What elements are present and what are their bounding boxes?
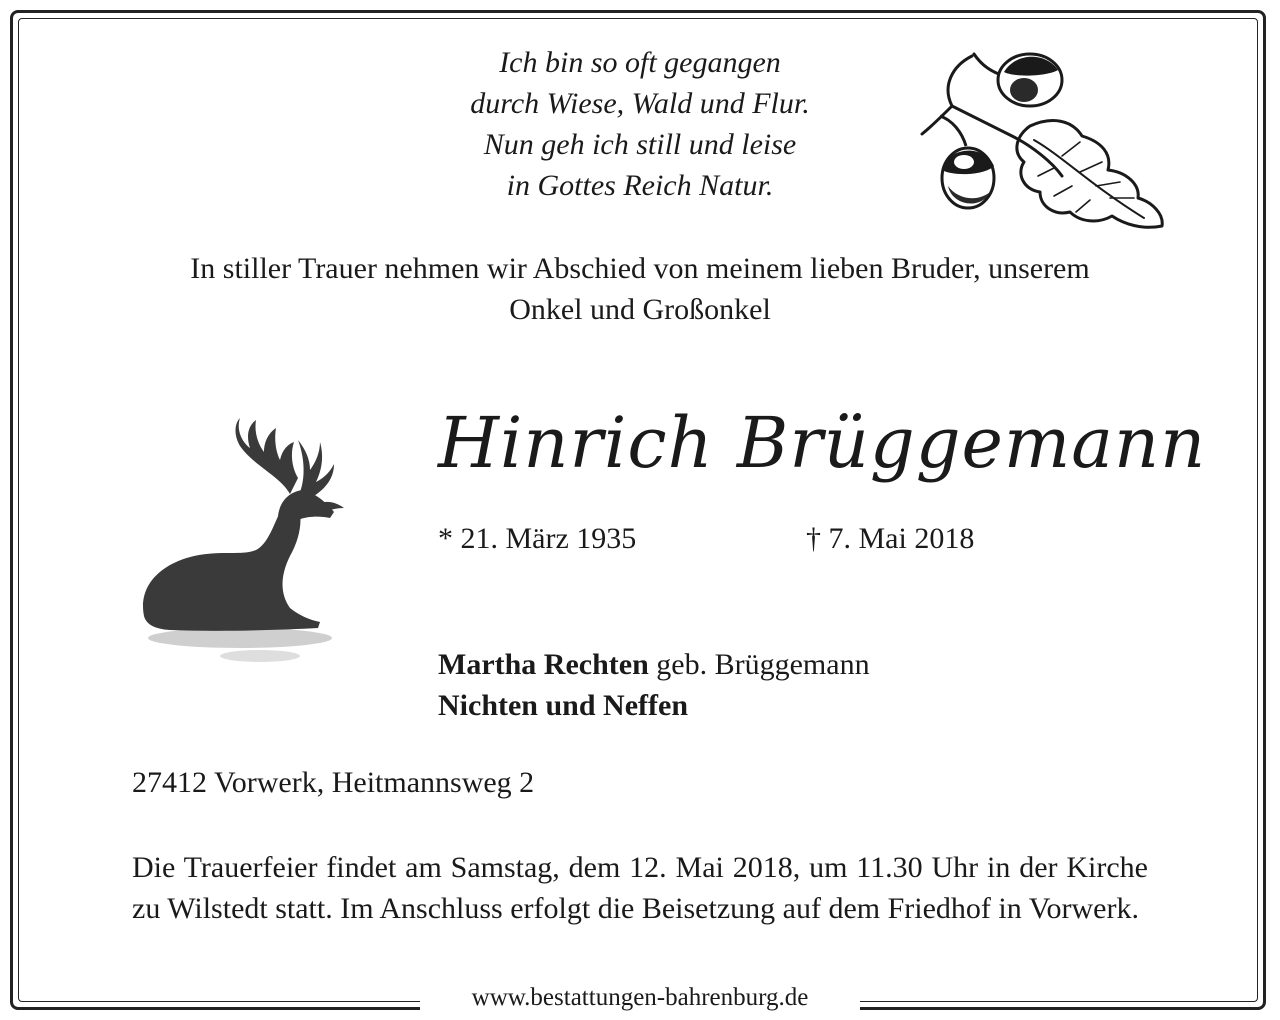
death-date: † 7. Mai 2018: [806, 522, 975, 555]
mourner-line: [438, 644, 870, 685]
deer-silhouette-icon: [130, 416, 350, 672]
poem-line: durch Wiese, Wald und Flur.: [470, 87, 810, 120]
address-text: 27412 Vorwerk, Heitmannsweg 2: [132, 766, 535, 799]
birth-date: * 21. März 1935: [438, 522, 637, 555]
mourner-name: Martha Rechten: [438, 648, 649, 681]
mourner-suffix: geb. Brüggemann: [648, 648, 870, 681]
poem-line: Nun geh ich still und leise: [483, 128, 797, 161]
intro-line: Onkel und Großonkel: [509, 293, 771, 326]
poem-line: Ich bin so oft gegangen: [499, 46, 781, 79]
poem-verse: [340, 42, 940, 206]
mourner-group: Nichten und Neffen: [438, 689, 689, 722]
oak-leaf-acorn-icon: [912, 46, 1174, 230]
poem-line: in Gottes Reich Natur.: [506, 169, 774, 202]
mourners-list: [438, 644, 870, 726]
ceremony-details: Die Trauerfeier findet am Samstag, dem 12. Mai 2018, um 11.30 Uhr in der Kirche zu Wilstedt statt. Im Anschluss erfolgt die Beisetzung auf dem Friedhof in Vorwerk.: [132, 851, 1148, 925]
footer-url-link[interactable]: www.bestattungen-bahrenburg.de: [471, 984, 809, 1011]
deceased-name: Hinrich Brüggemann: [438, 402, 1207, 484]
intro-line: In stiller Trauer nehmen wir Abschied von meinem lieben Bruder, unserem: [190, 252, 1090, 285]
mourning-intro: [100, 248, 1180, 330]
